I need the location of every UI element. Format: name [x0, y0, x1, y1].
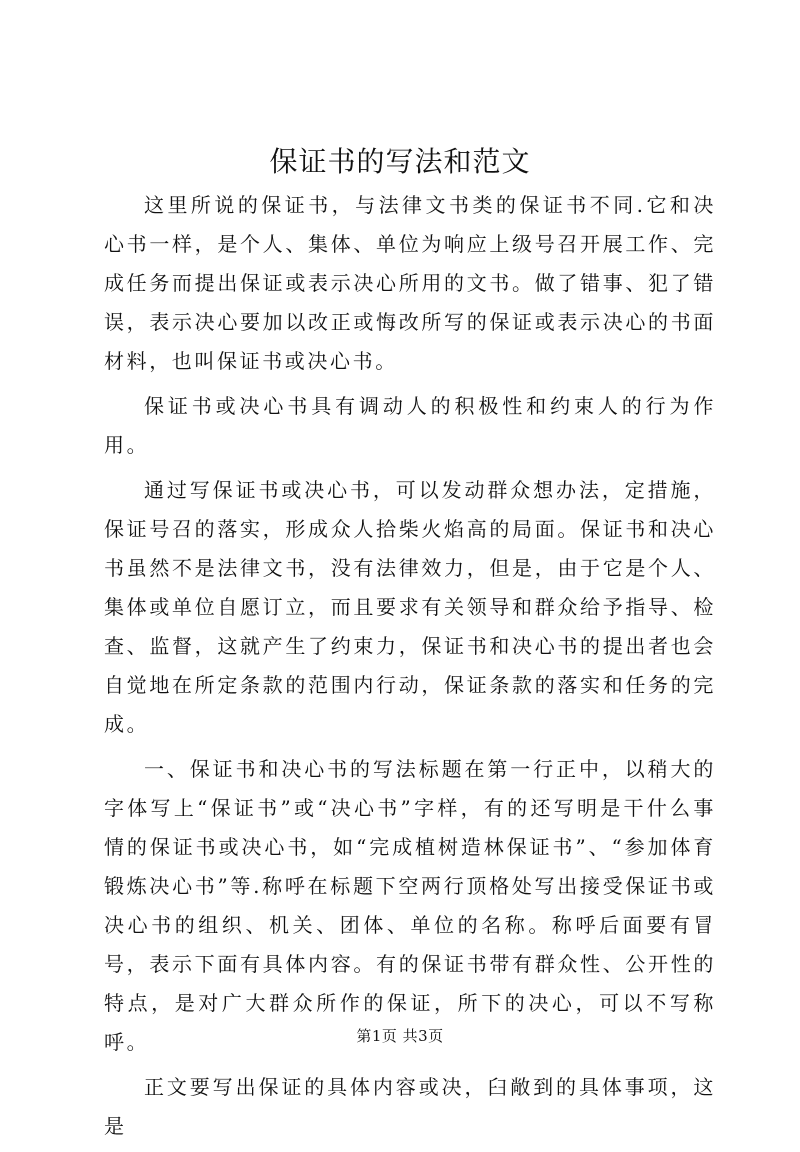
- paragraph-5: 正文要写出保证的具体内容或决，臼敞到的具体事项，这是: [104, 1075, 716, 1138]
- document-title: 保证书的写法和范文: [269, 145, 531, 178]
- page-footer: 第1页 共3页: [356, 1027, 444, 1045]
- paragraph-2: 保证书或决心书具有调动人的积极性和约束人的行为作用。: [104, 394, 716, 457]
- document-body: [104, 186, 716, 1152]
- paragraph-4: 一、保证书和决心书的写法标题在第一行正中，以稍大的字体写上“保证书”或“决心书”字样，有的还写明是干什么事情的保证书或决心书，如“完成植树造林保证书”、“参加体育锻炼决心书”等.称呼在标题下空两行顶格处写出接受保证书或决心书的组织、机关、团体、单位的名称。称呼后面要有冒号，表示下面有具体内容。有的保证书带有群众性、公开性的特点，是对广大群众所作的保证，所下的决心，可以不写称呼。: [104, 757, 716, 1054]
- paragraph-3: 通过写保证书或决心书，可以发动群众想办法，定措施，保证号召的落实，形成众人拾柴火焰高的局面。保证书和决心书虽然不是法律文书，没有法律效力，但是，由于它是个人、集体或单位自愿订立，而且要求有关领导和群众给予指导、检查、监督，这就产生了约束力，保证书和决心书的提出者也会自觉地在所定条款的范围内行动，保证条款的落实和任务的完成。: [104, 478, 716, 736]
- paragraph-1: 这里所说的保证书，与法律文书类的保证书不同.它和决心书一样，是个人、集体、单位为响应上级号召开展工作、完成任务而提出保证或表示决心所用的文书。做了错事、犯了错误，表示决心要加以改正或悔改所写的保证或表示决心的书面材料，也叫保证书或决心书。: [104, 193, 716, 373]
